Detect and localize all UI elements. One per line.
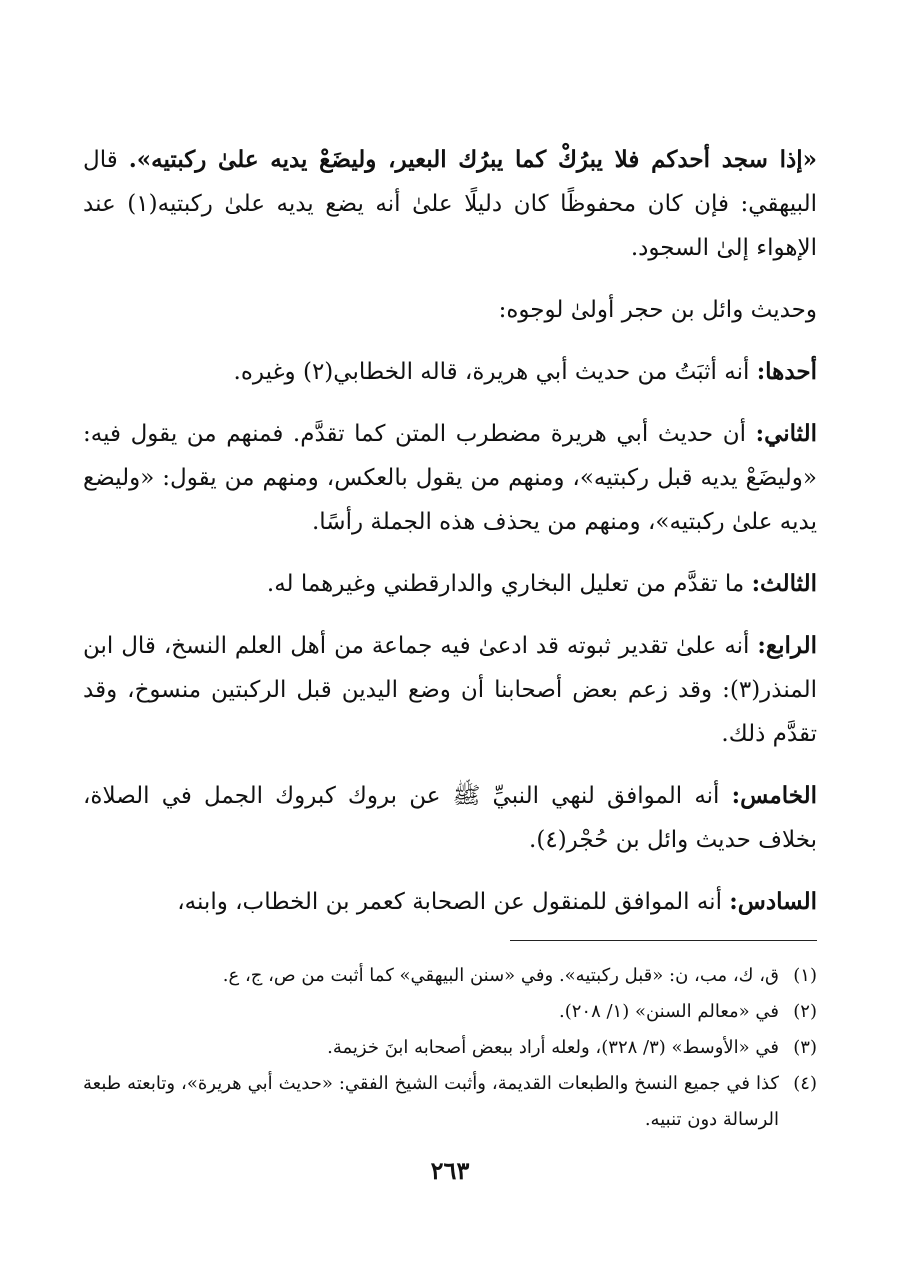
paragraph-hadith-quote [83, 138, 817, 270]
footnote-4 [83, 1066, 817, 1138]
reason-1-label: أحدها: [756, 358, 817, 385]
reason-5-label: الخامس: [731, 782, 817, 809]
reason-3-label: الثالث: [751, 570, 817, 597]
paragraph-reason-6 [83, 880, 817, 924]
footnote-divider [510, 940, 817, 941]
reason-4-text: أنه علىٰ تقدير ثبوته قد ادعىٰ فيه جماعة من أهل العلم النسخ، قال ابن المنذر(٣): وقد زعم بعض أصحابنا أن وضع اليدين قبل الركبتين منسوخ، وقد تقدَّم ذلك. [83, 633, 817, 747]
reason-6-text: أنه الموافق للمنقول عن الصحابة كعمر بن الخطاب، وابنه، [177, 889, 730, 915]
footnote-text: ق، ك، مب، ن: «قبل ركبتيه». وفي «سنن البيهقي» كما أثبت من ص، ج، ع. [222, 965, 779, 986]
hadith-quote: «إذا سجد أحدكم فلا يبرُكْ كما يبرُك البعير، وليضَعْ يديه علىٰ ركبتيه». [128, 146, 818, 173]
footnote-text: في «معالم السنن» (١/ ٢٠٨). [558, 1001, 779, 1022]
footnote-number: (١) [793, 965, 817, 986]
footnote-number: (٢) [793, 1001, 817, 1022]
bayhaqi-comment: قال البيهقي: فإن كان محفوظًا كان دليلًا علىٰ أنه يضع يديه علىٰ ركبتيه(١) عند الإهواء إلىٰ السجود. [83, 147, 817, 261]
reason-2-text: أن حديث أبي هريرة مضطرب المتن كما تقدَّم. فمنهم من يقول فيه: «وليضَعْ يديه قبل ركبتيه»، ومنهم من يقول بالعكس، ومنهم من يقول: «وليضع يديه علىٰ ركبتيه»، ومنهم من يحذف هذه الجملة رأسًا. [83, 421, 817, 535]
footnote-3 [83, 1030, 817, 1066]
footnotes [83, 958, 817, 1138]
reason-5-text: أنه الموافق لنهي النبيِّ ﷺ عن بروك كبروك الجمل في الصلاة، بخلاف حديث وائل بن حُجْر(٤). [83, 783, 817, 853]
wail-preference-text: وحديث وائل بن حجر أولىٰ لوجوه: [498, 297, 817, 323]
paragraph-reason-2 [83, 412, 817, 544]
footnote-text: كذا في جميع النسخ والطبعات القديمة، وأثبت الشيخ الفقي: «حديث أبي هريرة»، وتابعته طبعة الرسالة دون تنبيه. [83, 1073, 779, 1130]
footnote-text: في «الأوسط» (٣/ ٣٢٨)، ولعله أراد ببعض أصحابه ابنَ خزيمة. [327, 1037, 779, 1058]
reason-2-label: الثاني: [755, 420, 817, 447]
paragraph-reason-3 [83, 562, 817, 606]
paragraph-wail-preference [83, 288, 817, 332]
paragraph-reason-1 [83, 350, 817, 394]
footnote-number: (٤) [793, 1073, 817, 1094]
paragraph-reason-5 [83, 774, 817, 862]
reason-1-text: أنه أثبَتُ من حديث أبي هريرة، قاله الخطابي(٢) وغيره. [233, 359, 757, 385]
footnote-2 [83, 994, 817, 1030]
reason-6-label: السادس: [729, 888, 817, 915]
reason-3-text: ما تقدَّم من تعليل البخاري والدارقطني وغيرهما له. [266, 571, 752, 597]
reason-4-label: الرابع: [757, 632, 817, 659]
paragraph-reason-4 [83, 624, 817, 756]
footnote-1 [83, 958, 817, 994]
footnote-number: (٣) [793, 1037, 817, 1058]
page-number: ٢٦٣ [430, 1156, 470, 1185]
